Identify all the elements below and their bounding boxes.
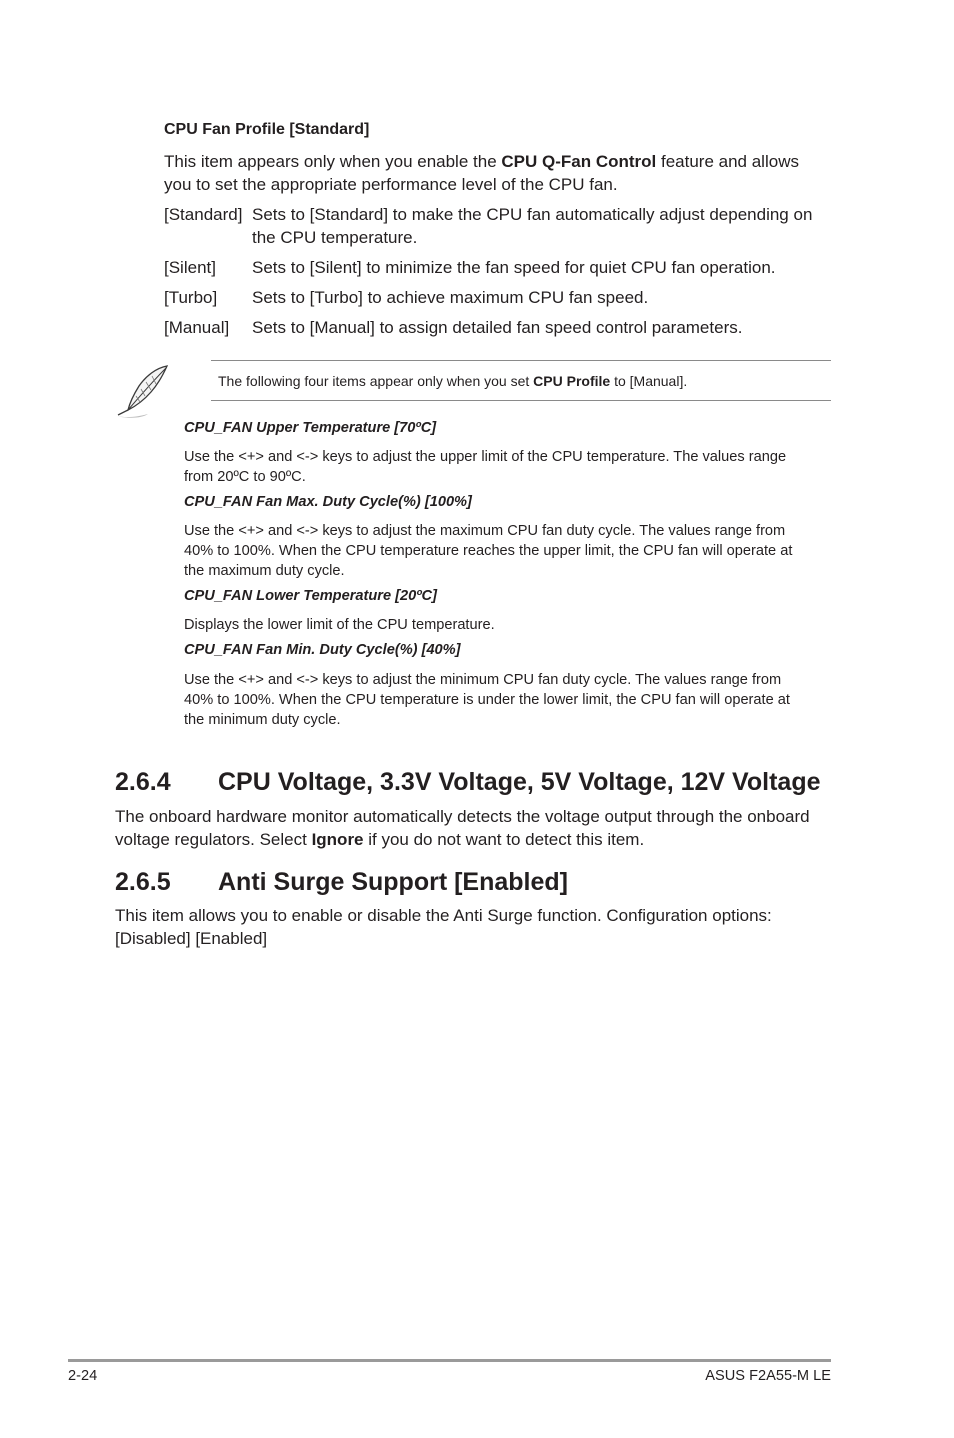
note-text-pre: The following four items appear only when you set bbox=[218, 373, 534, 389]
section-265-body bbox=[115, 904, 845, 950]
section-264-body bbox=[115, 805, 845, 851]
sub-item-title: CPU_FAN Fan Min. Duty Cycle(%) [40%] bbox=[184, 642, 461, 658]
sub-item-title: CPU_FAN Lower Temperature [20ºC] bbox=[184, 588, 437, 604]
section-number: 2.6.4 bbox=[115, 768, 171, 796]
sub-item-line: Use the <+> and <-> keys to adjust the maximum CPU fan duty cycle. The values range from bbox=[184, 523, 786, 539]
intro-bold-term: CPU Q-Fan Control bbox=[501, 152, 657, 171]
section-title: CPU Voltage, 3.3V Voltage, 5V Voltage, 12V Voltage bbox=[218, 768, 821, 796]
sub-item-line: Use the <+> and <-> keys to adjust the minimum CPU fan duty cycle. The values range from bbox=[184, 672, 782, 688]
option-label: [Turbo] bbox=[164, 288, 218, 307]
sub-item-body bbox=[184, 521, 834, 581]
footer-product-name: ASUS F2A55-M LE bbox=[705, 1368, 831, 1384]
section-number: 2.6.5 bbox=[115, 868, 171, 896]
section-265-line-1: This item allows you to enable or disable the Anti Surge function. Configuration options: bbox=[115, 906, 772, 925]
sub-item-title: CPU_FAN Upper Temperature [70ºC] bbox=[184, 420, 437, 436]
intro-text: This item appears only when you enable the bbox=[164, 152, 502, 171]
sub-item-line: Use the <+> and <-> keys to adjust the upper limit of the CPU temperature. The values range bbox=[184, 449, 787, 465]
option-description: Sets to [Manual] to assign detailed fan speed control parameters. bbox=[252, 318, 743, 337]
sub-item-line: 40% to 100%. When the CPU temperature reaches the upper limit, the CPU fan will operate at bbox=[184, 543, 793, 559]
note-top-rule bbox=[211, 360, 831, 361]
option-desc-line: the CPU temperature. bbox=[252, 228, 418, 247]
note-text-post: to [Manual]. bbox=[610, 373, 688, 389]
intro-line-1 bbox=[164, 150, 844, 173]
sub-item-line: Displays the lower limit of the CPU temperature. bbox=[184, 617, 495, 633]
option-description bbox=[252, 203, 837, 249]
sub-item-line: from 20ºC to 90ºC. bbox=[184, 469, 306, 485]
sub-item-title: CPU_FAN Fan Max. Duty Cycle(%) [100%] bbox=[184, 494, 472, 510]
section-264-line-1: The onboard hardware monitor automatically detects the voltage output through the onboard bbox=[115, 807, 810, 826]
sub-item-body bbox=[184, 447, 834, 487]
section-264-text: voltage regulators. Select bbox=[115, 830, 312, 849]
footer-page-number: 2-24 bbox=[68, 1368, 98, 1384]
option-desc-line: Sets to [Standard] to make the CPU fan automatically adjust depending on bbox=[252, 205, 813, 224]
option-description: Sets to [Turbo] to achieve maximum CPU fan speed. bbox=[252, 288, 649, 307]
cpu-fan-profile-intro bbox=[164, 150, 844, 196]
sub-item-body bbox=[184, 615, 834, 635]
feather-pen-icon bbox=[112, 362, 174, 420]
sub-item-line: the maximum duty cycle. bbox=[184, 563, 345, 579]
footer-rule bbox=[68, 1359, 831, 1362]
option-label: [Standard] bbox=[164, 205, 243, 224]
sub-item-line: 40% to 100%. When the CPU temperature is under the lower limit, the CPU fan will operate at bbox=[184, 692, 790, 708]
cpu-fan-profile-title: CPU Fan Profile [Standard] bbox=[164, 121, 370, 138]
option-label: [Silent] bbox=[164, 258, 216, 277]
sub-item-body bbox=[184, 670, 834, 730]
section-title: Anti Surge Support [Enabled] bbox=[218, 868, 568, 896]
section-265-heading bbox=[115, 867, 568, 897]
option-label: [Manual] bbox=[164, 318, 230, 337]
section-265-line-2: [Disabled] [Enabled] bbox=[115, 929, 268, 948]
section-264-bold-term: Ignore bbox=[311, 830, 364, 849]
note-bold-term: CPU Profile bbox=[533, 373, 611, 389]
intro-line-2: you to set the appropriate performance level of the CPU fan. bbox=[164, 175, 618, 194]
section-264-line-2 bbox=[115, 828, 845, 851]
sub-item-line: the minimum duty cycle. bbox=[184, 712, 341, 728]
option-description: Sets to [Silent] to minimize the fan speed for quiet CPU fan operation. bbox=[252, 258, 776, 277]
note-text bbox=[218, 372, 687, 390]
section-264-text-tail: if you do not want to detect this item. bbox=[363, 830, 645, 849]
section-264-heading bbox=[115, 767, 821, 797]
intro-text-tail: feature and allows bbox=[656, 152, 799, 171]
note-bottom-rule bbox=[211, 400, 831, 401]
